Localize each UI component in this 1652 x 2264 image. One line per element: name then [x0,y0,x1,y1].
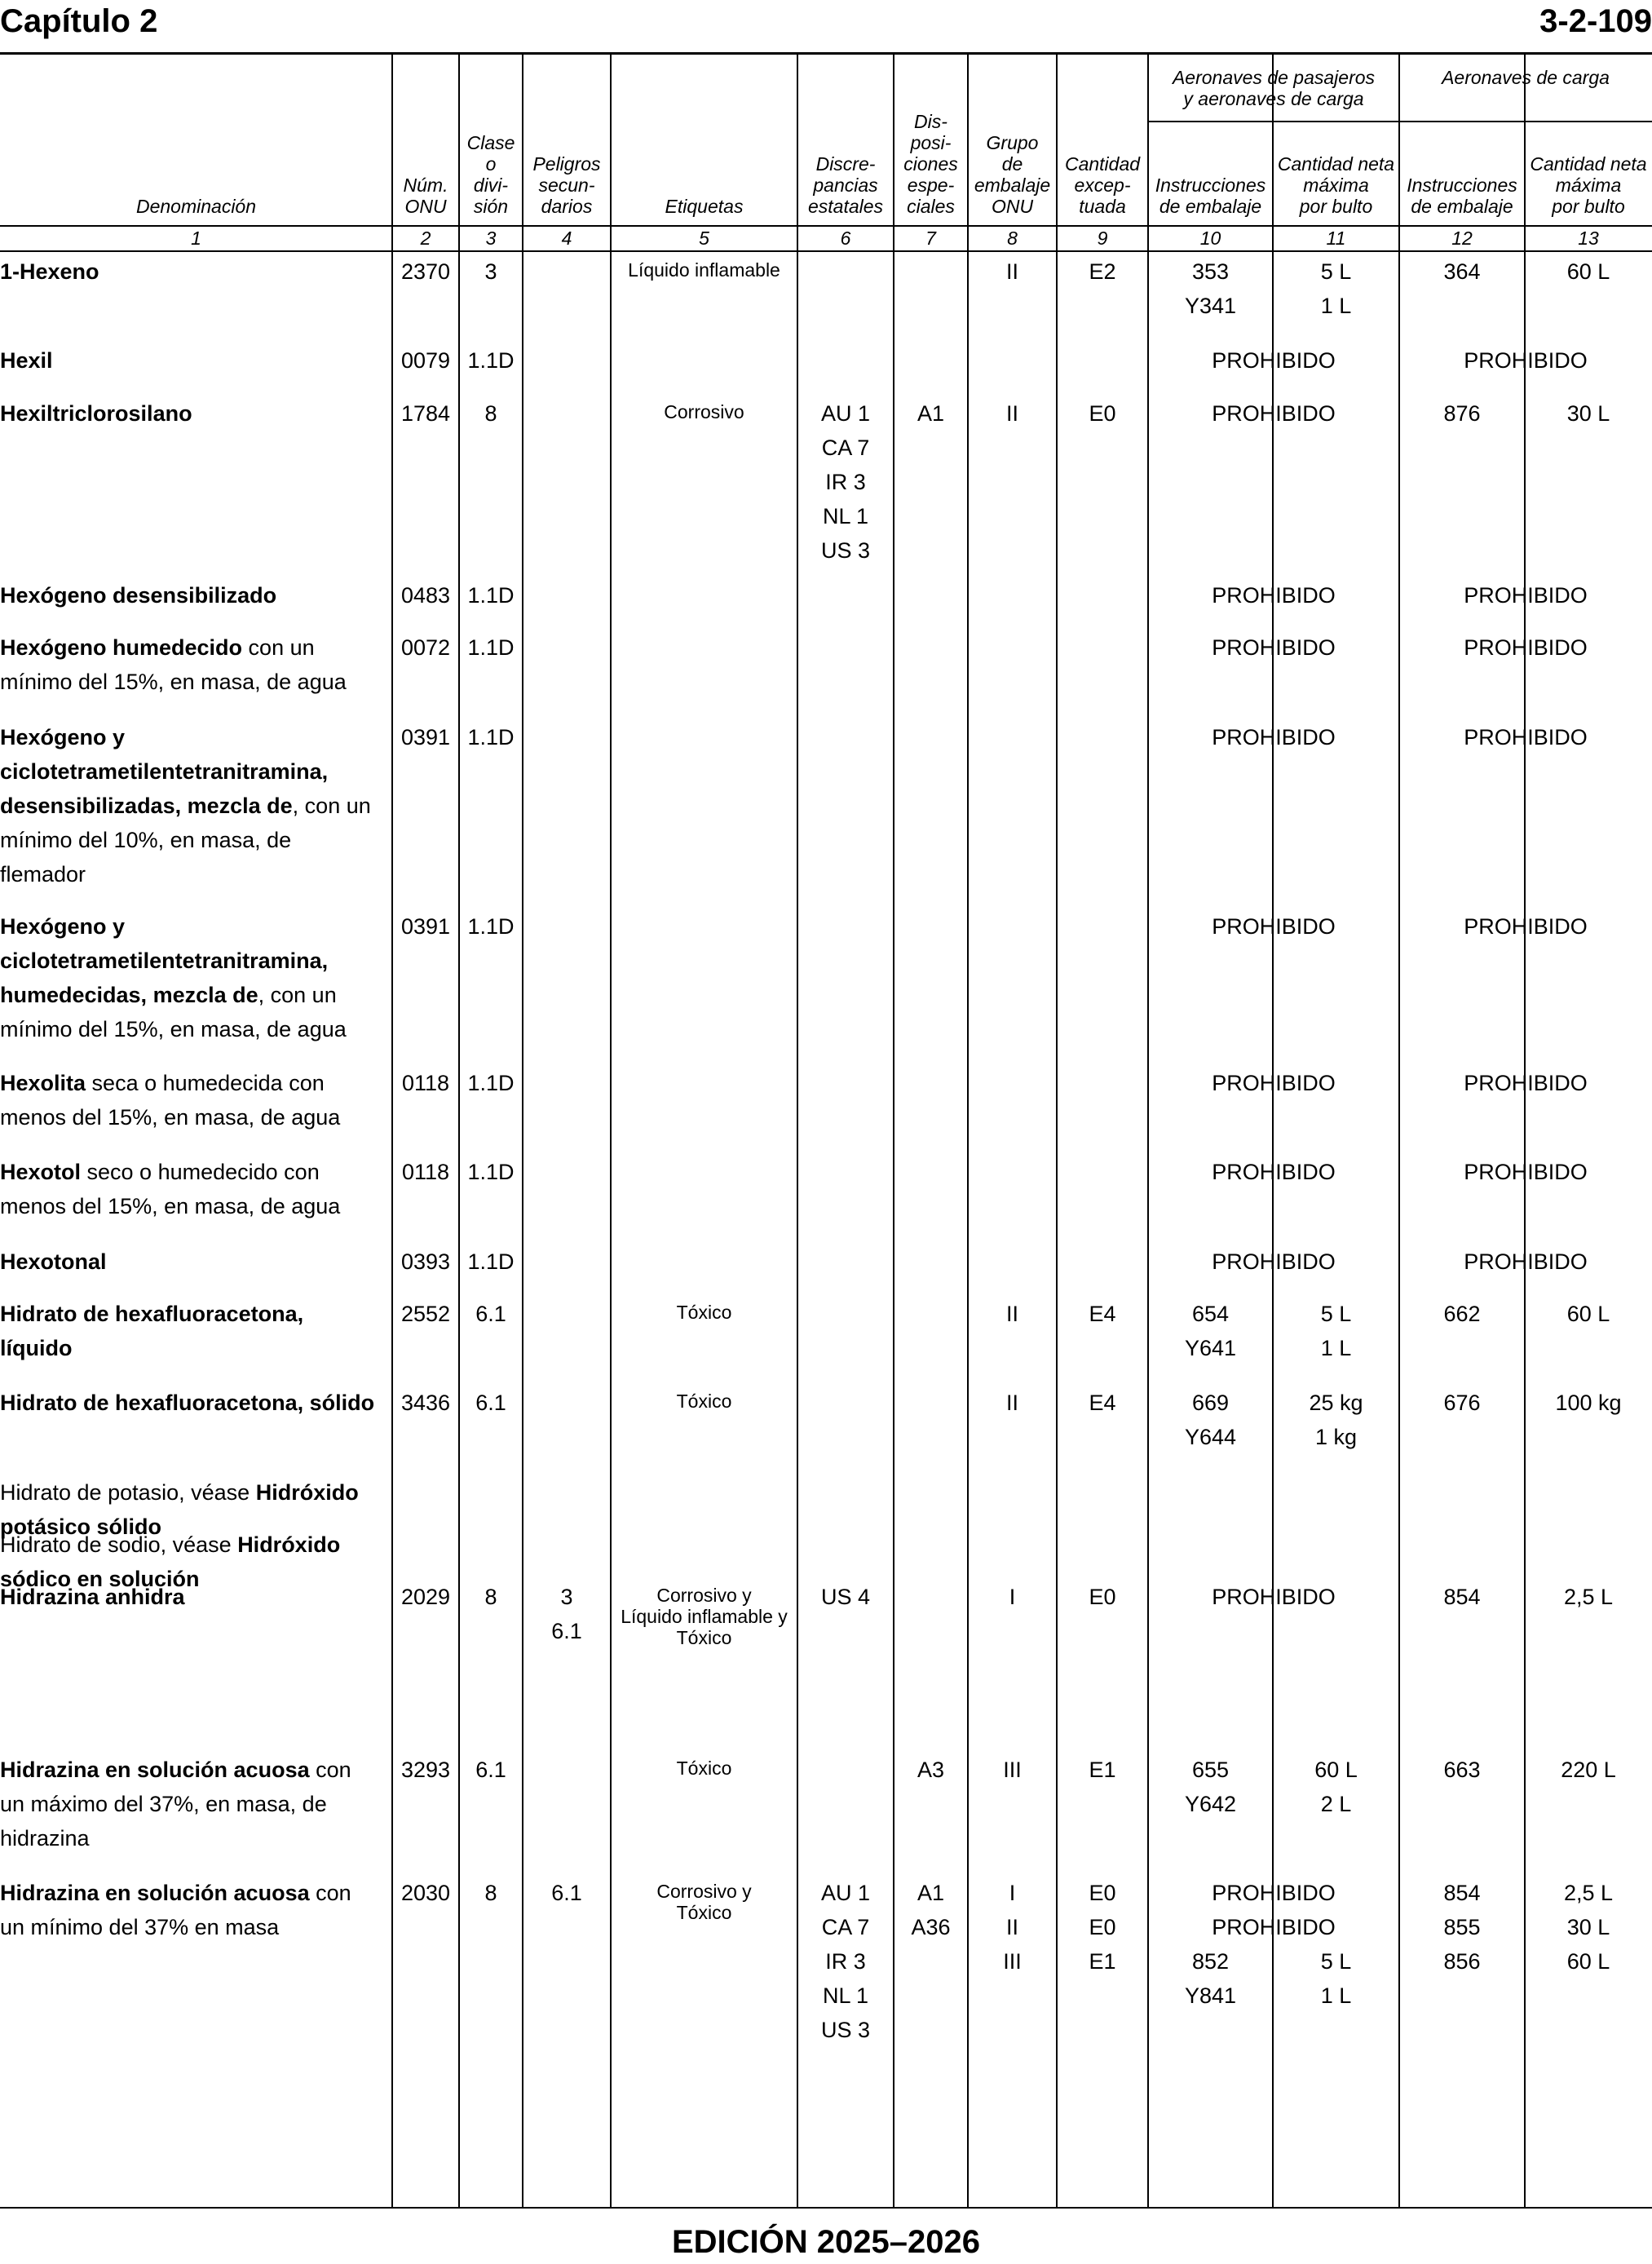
excepted-quantity: E0 [1089,1585,1116,1609]
pax-prohibited: PROHIBIDO [1212,583,1336,608]
un-number: 2029 [400,1585,451,1609]
excepted-quantity: E4 [1089,1391,1116,1415]
name-bold: Hexógeno humedecido [0,635,243,660]
hazard-labels: Líquido inflamable [628,259,780,281]
substance-name [0,1876,388,1944]
cargo-max-quantity: 2,5 L [1563,1585,1614,1609]
cargo-prohibited: PROHIBIDO [1464,583,1588,608]
substance-name [0,1066,388,1134]
packing-group: II [1005,259,1018,284]
hazard-labels: Corrosivo y Tóxico [656,1881,752,1923]
pax-prohibited: PROHIBIDO [1212,914,1336,939]
un-number: 0118 [401,1160,450,1184]
substance-name [0,909,388,1046]
pax-prohibited: PROHIBIDO [1212,635,1336,660]
pax-max-quantity: 5 L 1 L [1320,259,1352,318]
pax-prohibited: PROHIBIDO [1212,401,1336,426]
name-rest: , con un mínimo del 15%, en masa, de agua [0,983,347,1041]
un-number: 2370 [400,259,451,284]
cargo-max-quantity: 30 L [1566,401,1610,426]
column-header-3: Clase o divi- sión [466,132,515,217]
class-division: 8 [484,401,497,426]
name-bold: Hidrazina en solución acuosa [0,1881,310,1905]
column-header-12: Instrucciones de embalaje [1407,175,1517,217]
pax-prohibited: PROHIBIDO [1212,1915,1336,1939]
hazard-labels: Corrosivo y Líquido inflamable y Tóxico [621,1585,788,1648]
cargo-max-quantity: 60 L [1566,259,1610,284]
un-number: 1784 [400,401,451,426]
name-bold: Hexolita [0,1071,86,1095]
name-bold: Hexiltriclorosilano [0,401,192,426]
class-division: 1.1D [467,1249,515,1274]
subsidiary-hazard: 6.1 [551,1881,582,1905]
cargo-max-quantity: 220 L [1561,1758,1616,1782]
pax-max-quantity: 5 L 1 L [1320,1949,1352,2008]
header-group-cargo: Aeronaves de carga [1442,67,1610,88]
cargo-packing-instruction: 364 [1443,259,1481,284]
name-bold: Hexotonal [0,1249,107,1274]
special-provisions: A3 [917,1758,945,1782]
column-header-2: Núm. ONU [403,175,448,217]
name-bold: Hexotol [0,1160,82,1184]
name-bold: Hidrato de hexafluoracetona, sólido [0,1391,375,1415]
name-bold: Hidrazina anhidra [0,1585,185,1609]
hazard-labels: Tóxico [676,1758,732,1779]
special-provisions: A1 [917,401,945,426]
column-header-6: Discre- pancias estatales [807,153,884,217]
class-division: 6.1 [475,1302,506,1326]
name-bold: Hidrato de hexafluoracetona, líquido [0,1302,304,1360]
chapter-title: Capítulo 2 [0,3,158,39]
name-bold: Hexógeno y ciclotetrametilentetranitramina, desensibilizadas, mezcla de [0,725,329,818]
substance-name [0,1753,388,1855]
cargo-packing-instruction: 854 [1443,1585,1481,1609]
name-bold: Hidrazina en solución acuosa [0,1758,310,1782]
header-rule [0,52,1652,55]
cargo-prohibited: PROHIBIDO [1464,914,1588,939]
column-header-11: Cantidad neta máxima por bulto [1277,153,1395,217]
class-division: 8 [484,1881,497,1905]
name-bold: Hexógeno y ciclotetrametilentetranitramina, humedecidas, mezcla de [0,914,329,1007]
column-number-5: 5 [699,228,709,249]
column-header-1: Denominación [135,196,257,217]
substance-name [0,1386,388,1420]
state-variations: US 4 [820,1585,871,1609]
cargo-prohibited: PROHIBIDO [1464,1249,1588,1274]
column-number-7: 7 [925,228,936,249]
substance-name [0,254,388,289]
cargo-packing-instruction: 854 855 856 [1443,1881,1481,1974]
substance-name [0,720,388,891]
column-number-3: 3 [485,228,497,249]
name-bold: Hidróxido sódico en solución [0,1532,341,1591]
hazard-labels: Corrosivo [664,401,744,422]
cargo-prohibited: PROHIBIDO [1464,635,1588,660]
cargo-prohibited: PROHIBIDO [1464,348,1588,373]
cargo-prohibited: PROHIBIDO [1464,1160,1588,1184]
special-provisions: A1 A36 [911,1881,951,1939]
column-header-13: Cantidad neta máxima por bulto [1530,153,1647,217]
excepted-quantity: E0 E0 E1 [1089,1881,1116,1974]
excepted-quantity: E1 [1089,1758,1116,1782]
column-number-4: 4 [561,228,572,249]
pax-max-quantity: 5 L 1 L [1320,1302,1352,1360]
class-division: 1.1D [467,914,515,939]
substance-name [0,1580,388,1614]
name-bold: Hexógeno desensibilizado [0,583,277,608]
column-header-10: Instrucciones de embalaje [1155,175,1266,217]
pax-packing-instruction: 669 Y644 [1184,1391,1237,1449]
un-number: 2030 [400,1881,451,1905]
un-number: 3293 [400,1758,451,1782]
group-header-rule [1148,121,1652,122]
pax-max-quantity: 25 kg 1 kg [1309,1391,1363,1449]
packing-group: I II III [1003,1881,1022,1974]
un-number: 0079 [400,348,451,373]
pax-prohibited: PROHIBIDO [1212,1585,1336,1609]
page-number: 3-2-109 [1539,3,1652,39]
state-variations: AU 1 CA 7 IR 3 NL 1 US 3 [820,1881,871,2042]
substance-name [0,630,388,699]
packing-group: III [1003,1758,1022,1782]
pax-prohibited: PROHIBIDO [1212,1071,1336,1095]
class-division: 3 [484,259,497,284]
un-number: 0072 [400,635,451,660]
column-header-7: Dis- posi- ciones espe- ciales [903,111,958,217]
cargo-max-quantity: 100 kg [1555,1391,1622,1415]
cargo-prohibited: PROHIBIDO [1464,1071,1588,1095]
class-division: 1.1D [467,635,515,660]
name-prefix: Hidrato de sodio, véase [0,1532,238,1557]
un-number: 0391 [400,914,451,939]
name-bold: 1-Hexeno [0,259,99,284]
name-rest: con un mínimo del 15%, en masa, de agua [0,635,347,694]
cargo-max-quantity: 2,5 L 30 L 60 L [1563,1881,1614,1974]
un-number: 3436 [400,1391,451,1415]
pax-prohibited: PROHIBIDO [1212,725,1336,750]
packing-group: II [1005,401,1018,426]
cargo-packing-instruction: 663 [1443,1758,1481,1782]
name-bold: Hexil [0,348,53,373]
class-division: 1.1D [467,1160,515,1184]
pax-prohibited: PROHIBIDO [1212,348,1336,373]
substance-name [0,578,388,612]
column-number-10: 10 [1199,228,1221,249]
pax-prohibited: PROHIBIDO [1212,1249,1336,1274]
pax-prohibited: PROHIBIDO [1212,1160,1336,1184]
pax-packing-instruction: 353 Y341 [1184,259,1237,318]
pax-max-quantity: 60 L 2 L [1314,1758,1358,1816]
pax-prohibited: PROHIBIDO [1212,1881,1336,1905]
packing-group: II [1005,1391,1018,1415]
name-bold: Hidróxido potásico sólido [0,1480,359,1539]
pax-packing-instruction: 852 Y841 [1184,1949,1237,2008]
class-division: 6.1 [475,1758,506,1782]
cargo-max-quantity: 60 L [1566,1302,1610,1326]
packing-group: II [1005,1302,1018,1326]
column-number-6: 6 [840,228,851,249]
column-header-9: Cantidad excep- tuada [1064,153,1141,217]
cargo-prohibited: PROHIBIDO [1464,725,1588,750]
name-prefix: Hidrato de potasio, véase [0,1480,256,1505]
excepted-quantity: E2 [1089,259,1116,284]
pax-packing-instruction: 655 Y642 [1184,1758,1237,1816]
excepted-quantity: E4 [1089,1302,1116,1326]
hazard-labels: Tóxico [676,1302,732,1323]
class-division: 1.1D [467,348,515,373]
name-rest: con un máximo del 37%, en masa, de hidrazina [0,1758,351,1851]
un-number: 0483 [400,583,451,608]
packing-group: I [1009,1585,1016,1609]
un-number: 0393 [400,1249,451,1274]
edition-footer: EDICIÓN 2025–2026 [671,2224,980,2260]
name-rest: , con un mínimo del 10%, en masa, de flemador [0,794,371,887]
cargo-packing-instruction: 662 [1443,1302,1481,1326]
column-number-13: 13 [1578,228,1599,249]
cargo-packing-instruction: 676 [1443,1391,1481,1415]
column-number-9: 9 [1097,228,1108,249]
hazard-labels: Tóxico [676,1391,732,1412]
substance-name [0,1297,388,1365]
column-header-8: Grupo de embalaje ONU [974,132,1051,217]
name-rest: seco o humedecido con menos del 15%, en masa, de agua [0,1160,341,1218]
subsidiary-hazard: 3 6.1 [551,1585,582,1643]
name-rest: seca o humedecida con menos del 15%, en masa, de agua [0,1071,341,1130]
column-number-8: 8 [1007,228,1018,249]
un-number: 0391 [400,725,451,750]
state-variations: AU 1 CA 7 IR 3 NL 1 US 3 [820,401,871,563]
substance-name [0,343,388,378]
table-bottom-rule [0,2207,1652,2209]
column-number-2: 2 [420,228,431,249]
column-header-5: Etiquetas [665,196,744,217]
substance-name [0,396,388,431]
pax-packing-instruction: 654 Y641 [1184,1302,1237,1360]
column-number-12: 12 [1451,228,1473,249]
column-number-1: 1 [191,228,201,249]
class-division: 1.1D [467,583,515,608]
column-number-11: 11 [1326,228,1346,249]
un-number: 0118 [401,1071,450,1095]
substance-name [0,1155,388,1223]
header-group-passenger-cargo: Aeronaves de pasajeros y aeronaves de carga [1172,67,1376,109]
column-numbers-bottom-rule [0,250,1652,252]
name-rest: con un mínimo del 37% en masa [0,1881,351,1939]
cargo-packing-instruction: 876 [1443,401,1481,426]
excepted-quantity: E0 [1089,401,1116,426]
class-division: 8 [484,1585,497,1609]
un-number: 2552 [400,1302,451,1326]
class-division: 6.1 [475,1391,506,1415]
substance-name [0,1245,388,1279]
column-header-4: Peligros secun- darios [532,153,601,217]
class-division: 1.1D [467,1071,515,1095]
class-division: 1.1D [467,725,515,750]
